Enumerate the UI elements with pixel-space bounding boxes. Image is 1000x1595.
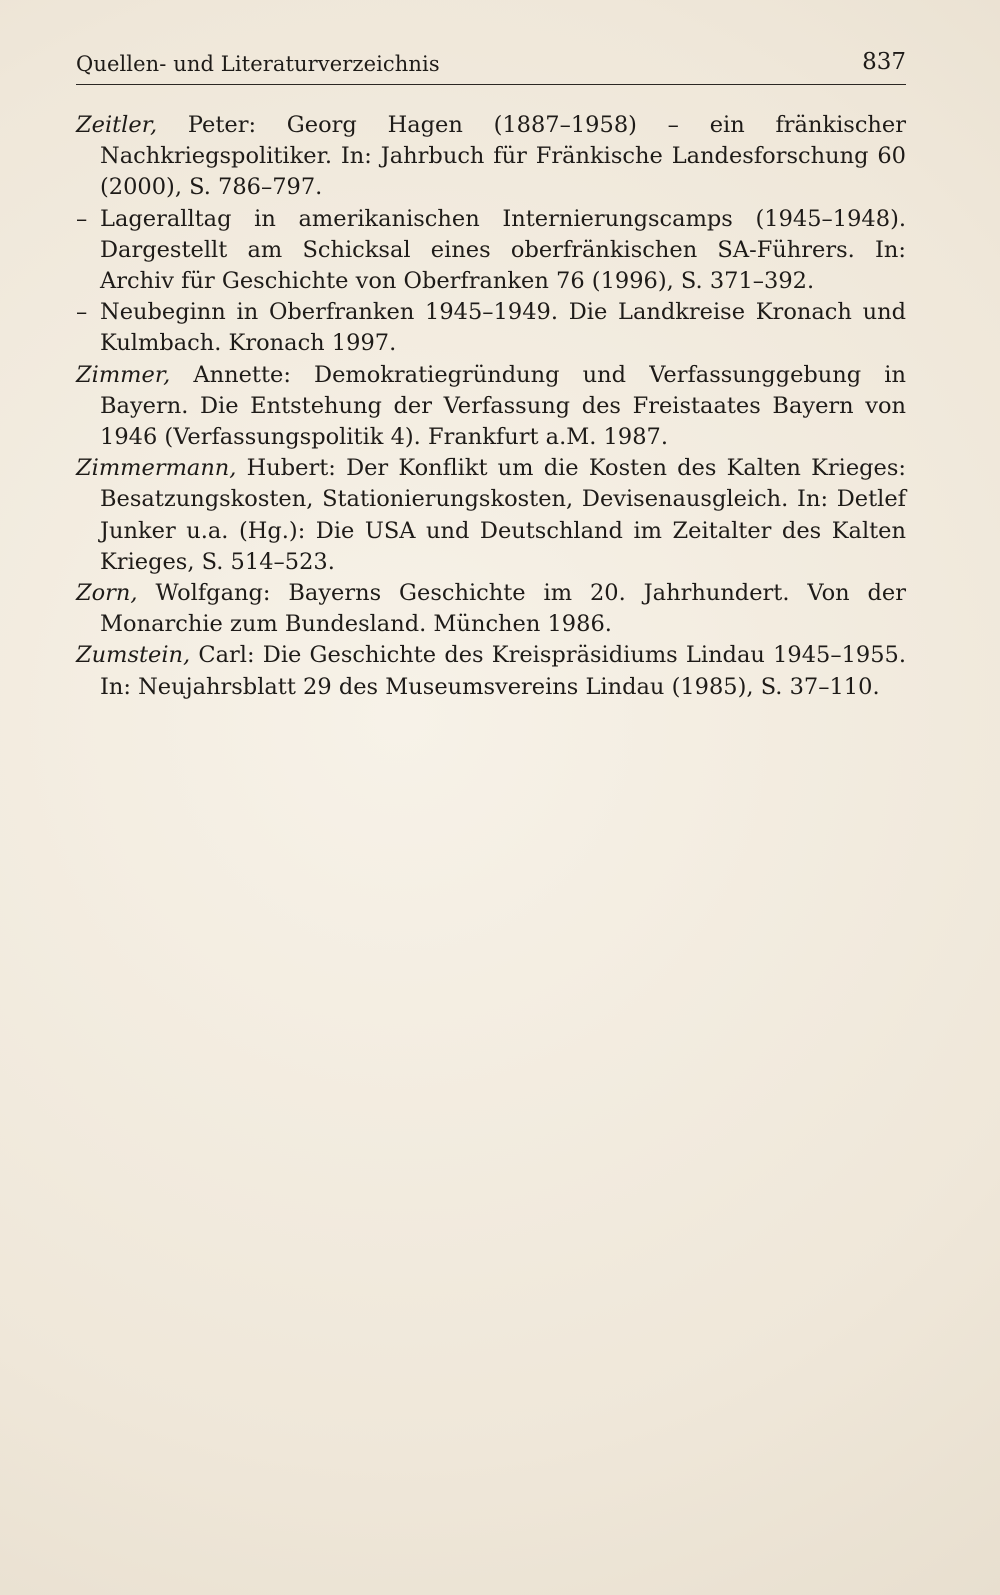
entry-author: Zumstein, [76,642,191,669]
bibliography-entry-continuation [76,204,906,298]
bibliography-entry [76,110,906,204]
entry-dash: – [76,299,88,326]
bibliography-entry [76,578,906,640]
entry-dash: – [76,205,88,232]
entry-author: Zimmer, [76,361,171,388]
entry-text: Neubeginn in Oberfranken 1945–1949. Die Landkreise Kronach und Kulmbach. Kronach 1997. [100,299,906,357]
entry-author: Zorn, [76,580,138,607]
entry-text: Carl: Die Geschichte des Kreispräsidiums Lindau 1945–1955. In: Neujahrsblatt 29 des Museumsvereins Lindau (1985), S. 37–110. [100,642,906,700]
running-header [76,46,906,85]
entry-text: Wolfgang: Bayerns Geschichte im 20. Jahrhundert. Von der Monarchie zum Bundesland. München 1986. [100,580,906,638]
bibliography-entry-continuation [76,297,906,359]
bibliography-list [76,110,906,703]
entry-text: Annette: Demokratiegründung und Verfassunggebung in Bayern. Die Entstehung der Verfassung des Freistaates Bayern von 1946 (Verfassungspolitik 4). Frankfurt a.M. 1987. [100,361,906,451]
page-number: 837 [862,49,906,75]
entry-text: Hubert: Der Konflikt um die Kosten des Kalten Krieges: Besatzungskosten, Stationierungskosten, Devisenausgleich. In: Detlef Junker u.a. (Hg.): Die USA und Deutschland im Zeitalter des Kalten Krieges, S. 514–523. [100,455,906,575]
entry-author: Zimmermann, [76,455,237,482]
header-title: Quellen- und Literaturverzeichnis [76,52,440,76]
bibliography-entry [76,453,906,578]
bibliography-entry [76,640,906,702]
entry-author: Zeitler, [76,112,158,138]
entry-text: Lageralltag in amerikanischen Internierungscamps (1945–1948). Dargestellt am Schicksal eines oberfränkischen SA-Führers. In: Archiv für Geschichte von Oberfranken 76 (1996), S. 371–392. [100,205,906,295]
bibliography-entry [76,360,906,454]
bleed-through-text [80,600,900,1400]
entry-text: Peter: Georg Hagen (1887–1958) – ein fränkischer Nachkriegspolitiker. In: Jahrbuch für Fränkische Landesforschung 60 (2000), S. 786–797. [100,112,906,201]
